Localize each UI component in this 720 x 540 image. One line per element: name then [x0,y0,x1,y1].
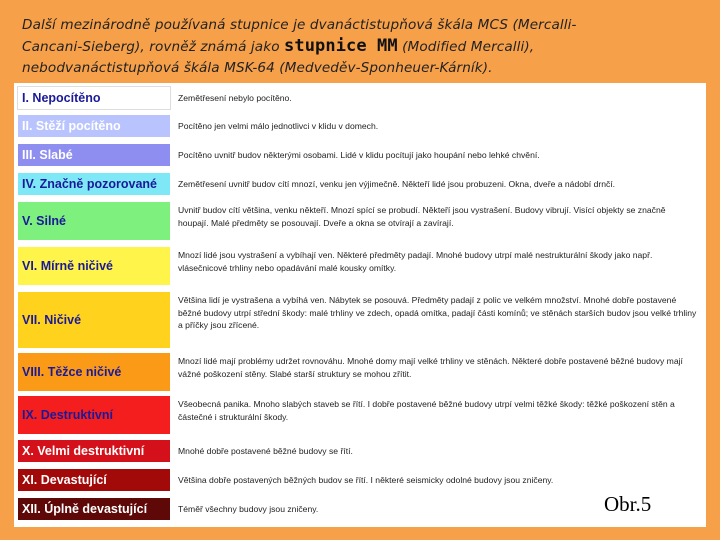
scale-row [14,144,706,166]
scale-row [14,353,706,391]
intro-paragraph [22,15,712,79]
intensity-label: IX. Destruktivní [18,396,170,434]
figure-label: Obr.5 [604,492,652,516]
scale-row [14,247,706,285]
intensity-label: XII. Úplně devastující [18,498,170,520]
intensity-label: IV. Značně pozorované [18,173,170,195]
scale-row [14,173,706,195]
intensity-label: X. Velmi destruktivní [18,440,170,462]
scale-row [14,115,706,137]
intensity-description: Téměř všechny budovy jsou zničeny. [178,504,319,514]
intensity-description: Zemětřesení nebylo pocítěno. [178,93,292,103]
intro-line-2-start: Cancani-Sieberg), rovněž známá jako [22,39,285,55]
intensity-description: Mnozí lidé mají problémy udržet rovnováhu. Mnohé domy mají velké trhliny ve stěnách. Některé dobře postavené běžné budovy mají vážné poškození stěny. Slabé starší struktury se mohou zřítit. [178,356,683,379]
intensity-description: Všeobecná panika. Mnoho slabých staveb se řítí. I dobře postavené běžné budovy utrpí velmi těžké škody: těžké poškození stěn a částečné i strukturální škody. [178,399,675,422]
intensity-label: V. Silné [18,202,170,240]
scale-row [14,292,706,348]
intensity-description: Uvnitř budov cítí většina, venku někteří. Mnozí spící se probudí. Někteří jsou vystrašení. Budovy vibrují. Visící objekty se značně houpají. Malé předměty se posouvají. Dveře a okna se otvírají a zavírají. [178,205,666,228]
intensity-description: Mnohé dobře postavené běžné budovy se řítí. [178,446,353,456]
intensity-description: Mnozí lidé jsou vystrašení a vybíhají ven. Některé předměty padají. Mnohé budovy utrpí malé nestrukturální škody jako např. vlásečnicové trhliny nebo opadávání malé kousky omítky. [178,250,653,273]
intensity-label: VIII. Těžce ničivé [18,353,170,391]
scale-row [14,396,706,434]
intensity-description: Většina lidí je vystrašena a vybíhá ven. Nábytek se posouvá. Předměty padají z polic ve velkém množství. Mnohé dobře postavené běžné budovy utrpí střední škody: malé trhliny ve zdech, opadá omítka, padají části komínů; ve stěnách starších budov jsou velké trhliny a příčky jsou zřícené. [178,295,697,330]
intro-line-2 [22,36,712,58]
intensity-label: II. Stěží pocítěno [18,115,170,137]
intensity-label: III. Slabé [18,144,170,166]
intensity-label: I. Nepocítěno [18,87,170,109]
intensity-label: VII. Ničivé [18,292,170,348]
mercalli-scale-table [14,83,706,527]
intro-line-1: Další mezinárodně používaná stupnice je dvanáctistupňová škála MCS (Mercalli- [22,17,577,33]
scale-row [14,469,706,491]
intensity-label: VI. Mírně ničivé [18,247,170,285]
scale-row [14,498,706,520]
intro-line-3: nebodvanáctistupňová škála MSK-64 (Medveděv-Sponheuer-Kárník). [22,60,493,76]
intensity-label: XI. Devastující [18,469,170,491]
scale-row [14,202,706,240]
intensity-description: Zemětřesení uvnitř budov cítí mnozí, venku jen výjimečně. Někteří lidé jsou probuzeni. Okna, dveře a nádobí drnčí. [178,179,616,189]
intensity-description: Většina dobře postavených běžných budov se řítí. I některé seismicky odolné budovy jsou zničeny. [178,475,554,485]
intensity-description: Pocítěno uvnitř budov některými osobami. Lidé v klidu pocítují jako houpání nebo lehké chvění. [178,150,540,160]
scale-row [14,440,706,462]
intro-line-2-end: (Modified Mercalli), [397,39,535,55]
scale-row [14,87,706,109]
intensity-description: Pocítěno jen velmi málo jednotlivci v klidu v domech. [178,121,379,131]
scale-name-mm: stupnice MM [284,36,398,56]
